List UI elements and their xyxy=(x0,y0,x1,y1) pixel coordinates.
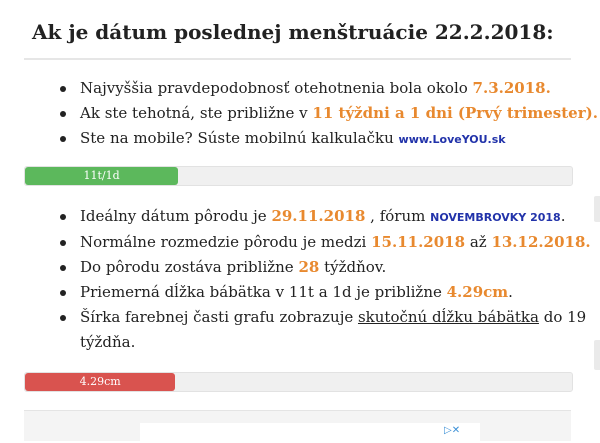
list-item-chart-explanation xyxy=(24,305,600,355)
mobile-text: Ste na mobile? Súste mobilnú kalkulačku xyxy=(80,129,399,147)
due-date-text: Ideálny dátum pôrodu je xyxy=(80,207,272,225)
due-range-text: Normálne rozmedzie pôrodu je medzi xyxy=(80,233,372,251)
list-item-baby-size xyxy=(24,280,600,305)
due-date-info-list xyxy=(24,204,600,355)
list-item-remaining xyxy=(24,255,600,280)
forum-text: , fórum xyxy=(365,207,431,225)
chart-explanation-suffix: do 19 týždňa. xyxy=(80,308,587,351)
baby-length-link[interactable]: skutočnú dĺžku bábätka xyxy=(357,308,539,326)
list-item-ovulation xyxy=(24,76,598,101)
scroll-edge-tab xyxy=(594,196,600,222)
forum-link[interactable]: NOVEMBROVKY 2018 xyxy=(430,211,561,224)
pregnancy-week-progress-fill: 11t/1d xyxy=(25,167,178,185)
ovulation-date: 7.3.2018. xyxy=(472,79,551,97)
due-date: 29.11.2018 xyxy=(271,207,366,225)
remaining-text: Do pôrodu zostáva približne xyxy=(80,258,299,276)
mobile-calculator-link[interactable]: www.LoveYOU.sk xyxy=(398,133,506,146)
scroll-edge-tab xyxy=(594,340,600,370)
baby-size-text: Priemerná dĺžka bábätka v 11t a 1d je približne xyxy=(80,283,447,301)
pregnancy-text: Ak ste tehotná, ste približne v xyxy=(80,104,313,122)
ad-choices-icon[interactable]: ▷✕ xyxy=(444,425,461,436)
chart-explanation-text: Šírka farebnej časti grafu zobrazuje xyxy=(80,308,358,326)
list-item-due-date xyxy=(24,204,600,230)
conception-info-list xyxy=(24,76,598,152)
pregnancy-week-progress-bar xyxy=(24,166,573,186)
pregnancy-week: 11 týždni a 1 dni (Prvý trimester). xyxy=(312,104,598,122)
result-heading-row xyxy=(24,0,571,60)
list-item-mobile xyxy=(24,126,598,152)
due-range-mid: až xyxy=(465,233,492,251)
list-item-due-range xyxy=(24,230,600,255)
ovulation-text: Najvyššia pravdepodobnosť otehotnenia bola okolo xyxy=(80,79,473,97)
baby-size-end: . xyxy=(508,283,513,301)
result-title: Ak je dátum poslednej menštruácie 22.2.2018: xyxy=(32,20,554,44)
baby-size-value: 4.29cm xyxy=(446,283,509,301)
list-item-pregnancy-week xyxy=(24,101,598,126)
due-range-to: 13.12.2018. xyxy=(491,233,591,251)
remaining-weeks: 28 xyxy=(298,258,320,276)
baby-size-progress-bar xyxy=(24,372,573,392)
baby-size-progress-fill: 4.29cm xyxy=(25,373,175,391)
advertisement-banner[interactable] xyxy=(140,423,480,443)
due-range-from: 15.11.2018 xyxy=(371,233,466,251)
remaining-suffix: týždňov. xyxy=(319,258,387,276)
forum-end: . xyxy=(560,207,566,225)
advertisement-area xyxy=(24,410,571,441)
